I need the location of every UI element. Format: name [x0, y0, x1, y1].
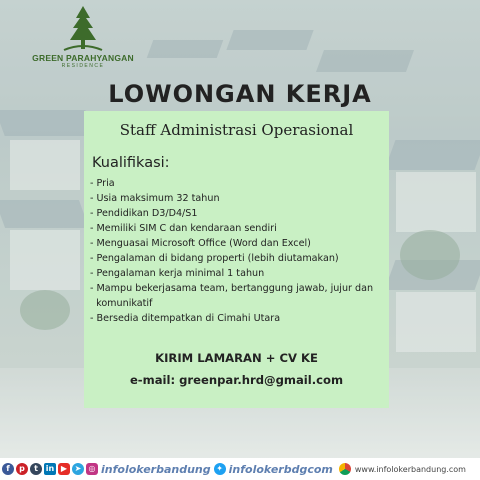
footer-website[interactable]: www.infolokerbandung.com: [354, 464, 466, 474]
list-item: - Bersedia ditempatkan di Cimahi Utara: [90, 313, 281, 324]
apply-email: e-mail: greenpar.hrd@gmail.com: [129, 373, 344, 387]
job-card: [84, 111, 389, 408]
instagram-icon[interactable]: ◎: [86, 463, 98, 475]
youtube-icon[interactable]: ▶: [58, 463, 70, 475]
facebook-icon[interactable]: f: [2, 463, 14, 475]
brand-logo: [28, 4, 138, 74]
list-item: - Pengalaman di bidang properti (lebih diutamakan): [90, 253, 339, 264]
position-title: Staff Administrasi Operasional: [119, 121, 354, 139]
brand-name: GREEN PARAHYANGAN: [32, 53, 134, 63]
page-title: LOWONGAN KERJA: [108, 80, 372, 108]
list-item: - Mampu bekerjasama team, bertanggung jawab, jujur dan: [90, 283, 374, 294]
list-item: - Usia maksimum 32 tahun: [90, 193, 220, 204]
list-item: - Pendidikan D3/D4/S1: [90, 208, 198, 219]
footer-handle-2[interactable]: infolokerbdgcom: [228, 462, 333, 476]
apply-instruction: KIRIM LAMARAN + CV KE: [155, 351, 318, 365]
footer-handle-1[interactable]: infolokerbandung: [101, 462, 211, 476]
qualifications-heading: Kualifikasi:: [92, 155, 170, 171]
tumblr-icon[interactable]: t: [30, 463, 42, 475]
tree-logo-icon: [60, 4, 106, 52]
list-item: - Pria: [90, 178, 115, 189]
list-item: - Pengalaman kerja minimal 1 tahun: [90, 268, 265, 279]
telegram-icon[interactable]: ➤: [72, 463, 84, 475]
pinterest-icon[interactable]: p: [16, 463, 28, 475]
twitter-icon[interactable]: ✦: [214, 463, 226, 475]
qualifications-list: [90, 176, 386, 326]
list-item: - Menguasai Microsoft Office (Word dan Excel): [90, 238, 311, 249]
footer-bar: [0, 458, 480, 480]
brand-sub: RESIDENCE: [61, 63, 105, 69]
linkedin-icon[interactable]: in: [45, 464, 55, 473]
chrome-icon: [339, 463, 351, 475]
list-item: - Memiliki SIM C dan kendaraan sendiri: [90, 223, 277, 234]
list-item: komunikatif: [90, 298, 153, 309]
